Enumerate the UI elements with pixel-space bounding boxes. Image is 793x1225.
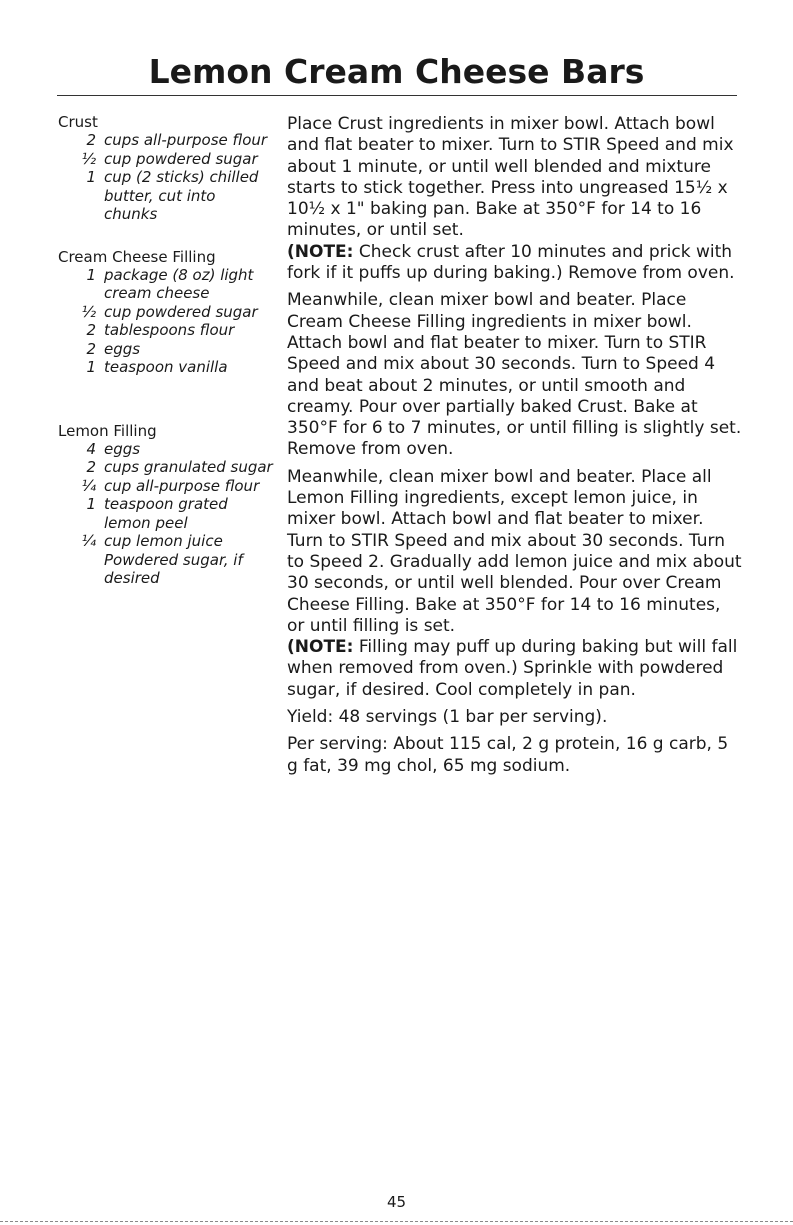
ingredient-item: 2 cups all-purpose flour	[86, 131, 268, 149]
page-edge	[0, 1221, 793, 1222]
ingredient-group-lemon-filling	[58, 422, 273, 588]
instructions-column	[287, 114, 742, 783]
instruction-paragraph: Meanwhile, clean mixer bowl and beater. Place all Lemon Filling ingredients, except lemon juice, in mixer bowl. Attach bowl and flat beater to mixer. Turn to STIR Speed and mix about 30 seconds. Turn to Speed 2. Gradually add lemon juice and mix about 30 seconds, or until well blended. Pour over Cream Cheese Filling. Bake at 350°F for 14 to 16 minutes, or until filling is set. (NOTE: Filling may puff up during baking but will fall when removed from oven.) Sprinkle with powdered sugar, if desired. Cool completely in pan.	[287, 466, 742, 700]
section-heading: Crust	[58, 113, 98, 131]
section-heading: Lemon Filling	[58, 421, 157, 440]
ingredient-item: ½ cup powdered sugar	[81, 149, 258, 168]
ingredient-group-crust	[58, 113, 273, 224]
title-divider	[57, 95, 737, 96]
ingredient-item: ¼ cup lemon juice	[81, 532, 223, 550]
ingredient-item: ½ cup powdered sugar	[81, 302, 258, 321]
ingredient-item: 2 eggs	[86, 339, 141, 358]
ingredient-item: 1 teaspoon vanilla	[86, 358, 228, 376]
ingredient-item: 1 cup (2 sticks) chilled butter, cut into chunks	[86, 168, 259, 223]
ingredient-item: ¼ cup all-purpose flour	[81, 476, 260, 495]
ingredients-column	[58, 113, 273, 612]
ingredient-item: 4 eggs	[86, 439, 141, 458]
ingredient-item: 1 teaspoon grated lemon peel	[86, 495, 228, 532]
recipe-title: Lemon Cream Cheese Bars	[148, 52, 645, 91]
ingredient-item: 2 tablespoons flour	[86, 321, 235, 339]
note-label: (NOTE:	[287, 637, 354, 658]
page-number: 45	[386, 1193, 407, 1211]
instruction-paragraph: Place Crust ingredients in mixer bowl. Attach bowl and flat beater to mixer. Turn to STIR Speed and mix about 1 minute, or until well blended and mixture starts to stick together. Press into ungreased 15½ x 10½ x 1" baking pan. Bake at 350°F for 14 to 16 minutes, or until set. (NOTE: Check crust after 10 minutes and prick with fork if it puffs up during baking.) Remove from oven.	[287, 114, 735, 284]
nutrition-text: Per serving: About 115 cal, 2 g protein, 16 g carb, 5 g fat, 39 mg chol, 65 mg sodium.	[287, 734, 729, 776]
ingredient-item: Powdered sugar, if desired	[104, 550, 243, 587]
ingredient-group-cream-cheese-filling	[58, 248, 273, 377]
ingredient-item: 2 cups granulated sugar	[86, 458, 273, 476]
ingredient-item: 1 package (8 oz) light cream cheese	[86, 265, 254, 302]
yield-text: Yield: 48 servings (1 bar per serving).	[287, 707, 608, 728]
note-label: (NOTE:	[287, 241, 354, 262]
section-heading: Cream Cheese Filling	[58, 247, 216, 266]
instruction-paragraph: Meanwhile, clean mixer bowl and beater. Place Cream Cheese Filling ingredients in mixer bowl. Attach bowl and flat beater to mixer. Turn to STIR Speed and mix about 30 seconds. Turn to Speed 4 and beat about 2 minutes, or until smooth and creamy. Pour over partially baked Crust. Bake at 350°F for 6 to 7 minutes, or until filling is slightly set. Remove from oven.	[287, 290, 742, 460]
